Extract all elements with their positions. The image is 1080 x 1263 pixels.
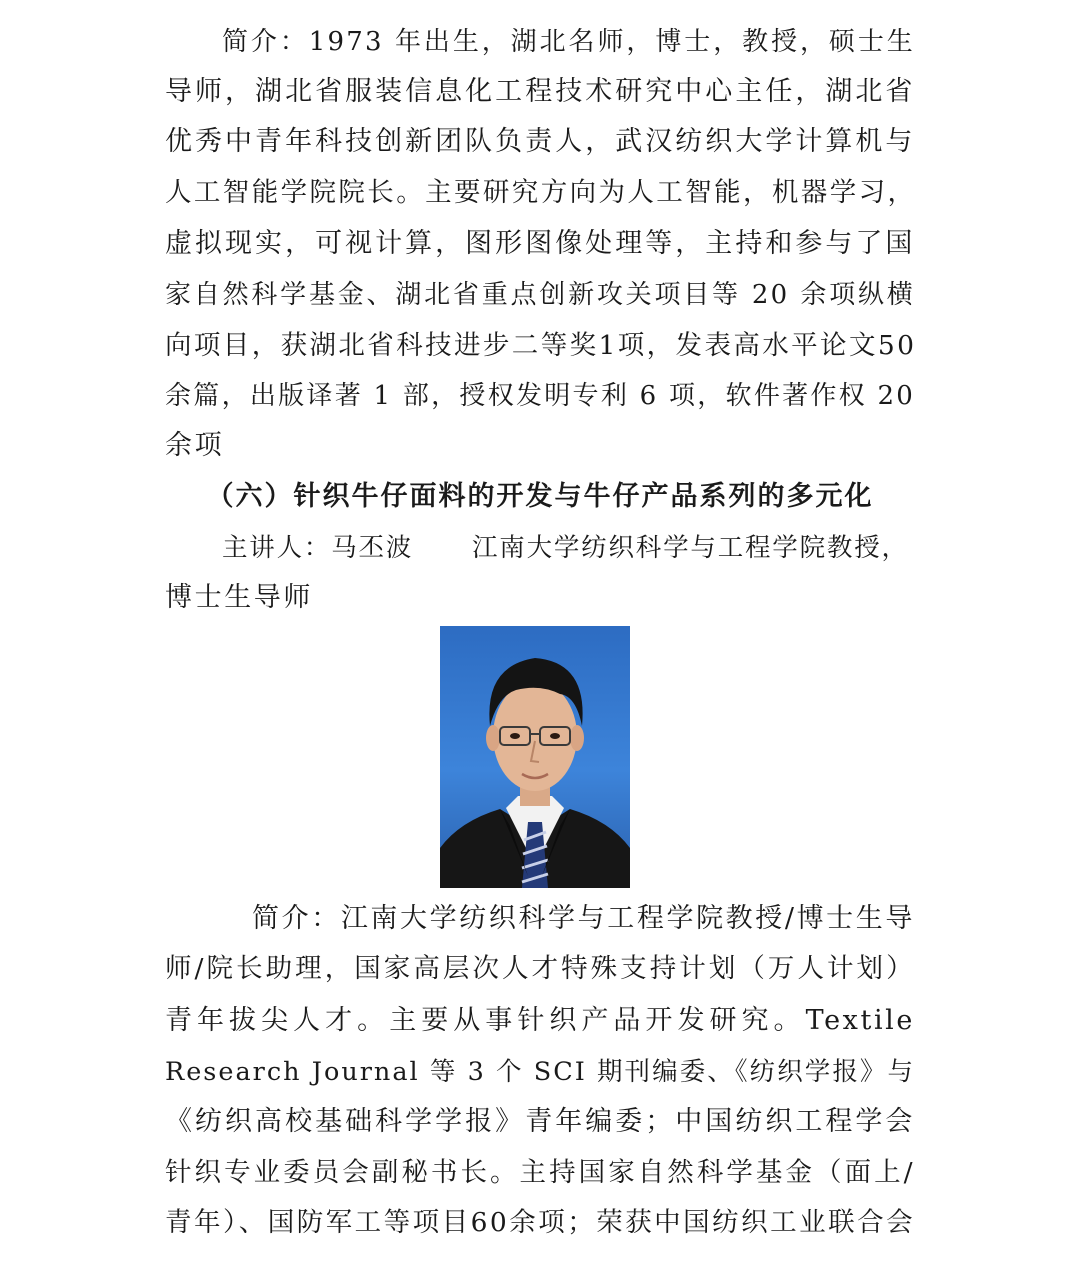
intro2-line: 《纺织高校基础科学学报》青年编委；中国纺织工程学会 [165, 1106, 915, 1137]
portrait-icon [440, 626, 630, 888]
intro1-line: 家自然科学基金、湖北省重点创新攻关项目等 20 余项纵横 [165, 280, 915, 310]
intro1-line: 向项目，获湖北省科技进步二等奖1项，发表高水平论文50 [165, 330, 917, 361]
speaker-name: 主讲人：马丕波 [222, 533, 414, 563]
intro2-line: 青年拔尖人才。主要从事针织产品开发研究。Textile [165, 1005, 915, 1036]
intro2-line: 简介：江南大学纺织科学与工程学院教授/博士生导 [252, 903, 915, 934]
intro2-line: 青年）、国防军工等项目60余项；荣获中国纺织工业联合会 [165, 1207, 915, 1238]
portrait-photo [440, 626, 630, 888]
section-heading: （六）针织牛仔面料的开发与牛仔产品系列的多元化 [206, 481, 874, 512]
intro1-line: 余项 [165, 430, 225, 461]
speaker-affiliation-continued: 博士生导师 [165, 582, 313, 613]
speaker-affiliation: 江南大学纺织科学与工程学院教授， [472, 533, 909, 563]
intro1-line: 导师，湖北省服装信息化工程技术研究中心主任，湖北省 [165, 76, 915, 107]
intro2-line: Research Journal 等 3 个 SCI 期刊编委、《纺织学报》与 [165, 1057, 915, 1087]
intro2-line: 针织专业委员会副秘书长。主持国家自然科学基金（面上/ [165, 1157, 915, 1188]
intro1-line: 人工智能学院院长。主要研究方向为人工智能，机器学习， [165, 177, 917, 208]
intro2-line: 师/院长助理，国家高层次人才特殊支持计划（万人计划） [165, 953, 915, 984]
intro1-line: 余篇，出版译著 1 部，授权发明专利 6 项，软件著作权 20 [165, 381, 915, 411]
speaker-line [222, 523, 915, 573]
intro1-line: 优秀中青年科技创新团队负责人，武汉纺织大学计算机与 [165, 126, 915, 157]
intro1-line: 简介：1973 年出生，湖北名师，博士，教授，硕士生 [222, 27, 915, 57]
intro1-line: 虚拟现实，可视计算，图形图像处理等，主持和参与了国 [165, 228, 915, 259]
